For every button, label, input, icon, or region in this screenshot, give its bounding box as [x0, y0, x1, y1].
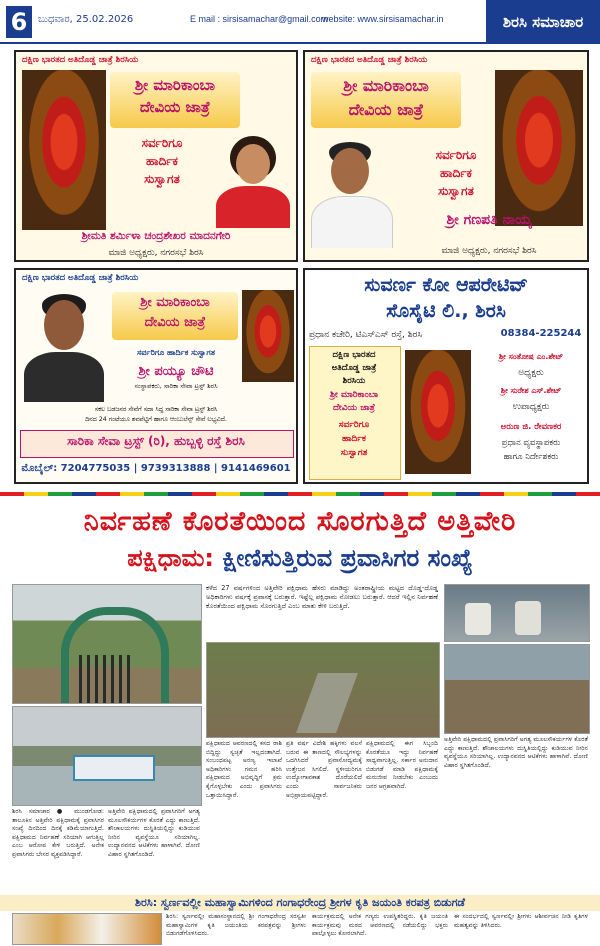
- ad4-title-1: ಸುವರ್ಣ ಕೋ ಆಪರೇಟಿವ್: [364, 274, 528, 296]
- ad-top-line: ದಕ್ಷಿಣ ಭಾರತದ ಅತಿದೊಡ್ಡ ಜಾತ್ರೆ ಶಿರಸಿಯ: [22, 273, 139, 283]
- fair-title-1: ಶ್ರೀ ಮಾರಿಕಾಂಬಾ: [343, 76, 429, 95]
- ad3-org: ಸಾರಿಕಾ ಸೇವಾ ಟ್ರಸ್ಟ್ (ರಿ), ಹುಬ್ಬಳ್ಳಿ ರಸ್ತೆ ಶಿರಸಿ: [67, 434, 245, 448]
- article-col-e: ಪಕ್ಷಿಧಾಮದಲ್ಲಿ ಈಗ ಸಿಬ್ಬಂದಿ ಕೊರತೆಯೂ ಇದ್ದು ನಿರ್ವಹಣೆ ಸಾಧ್ಯವಾಗುತ್ತಿಲ್ಲ. ಸರ್ಕಾರ ಅನುದಾನ ಬಿಡುಗಡೆ ಮಾಡಿ ಪಕ್ಷಿಧಾಮಕ್ಕೆ ಮರುಜೀವ ನೀಡಬೇಕು ಎಂಬುದು ಜನರ ಆಗ್ರಹವಾಗಿದೆ.: [366, 740, 438, 790]
- page-header: [0, 0, 600, 44]
- person-photo: [212, 130, 294, 228]
- bottom-headline: ಶಿರಸಿ: ಸ್ವರ್ಣವಲ್ಲೀ ಮಹಾಸ್ವಾಮಿಗಳಿಂದ ಗಂಗಾಧರೇಂದ್ರ ಶ್ರೀಗಳ ಕೃತಿ ಜಯಂತಿ ಕರಪತ್ರ ಬಿಡುಗಡೆ: [0, 895, 600, 911]
- ad4-left-2: ಅತಿದೊಡ್ಡ ಜಾತ್ರೆ: [331, 363, 377, 373]
- fair-title-2: ದೇವಿಯ ಜಾತ್ರೆ: [144, 315, 206, 330]
- article-col-a: ಶಿರಸಿ ಸಮಾಚಾರ ● ಮುಂಡಗೋಡ: ತಾಲೂಕಿನ ಅತ್ತಿವೇರಿ ಪಕ್ಷಿಧಾಮಕ್ಕೆ ಪ್ರವಾಸಿಗರ ಸಂಖ್ಯೆ ದಿನದಿಂದ ದಿನಕ್ಕೆ ಕಡಿಮೆಯಾಗುತ್ತಿದೆ. ಪಕ್ಷಿಧಾಮದ ನಿರ್ವಹಣೆ ಸರಿಯಾಗಿ ಆಗುತ್ತಿಲ್ಲ ಎಂಬ ಆರೋಪ ಕೇಳಿ ಬರುತ್ತಿದೆ. ಅನೇಕ ಪ್ರವಾಸಿಗರು ಬೇಸರ ವ್ಯಕ್ತಪಡಿಸಿದ್ದಾರೆ.: [12, 808, 104, 858]
- ad3-greet: ಸರ್ವರಿಗೂ ಹಾರ್ದಿಕ ಸುಸ್ವಾಗತ: [137, 348, 215, 357]
- ad2-designation: ಮಾಜಿ ಅಧ್ಯಕ್ಷರು, ನಗರಸಭೆ ಶಿರಸಿ: [441, 246, 537, 256]
- broken-toilet-photo: [444, 584, 590, 642]
- greet-2: ಹಾರ್ದಿಕ: [440, 166, 472, 180]
- fair-title-1: ಶ್ರೀ ಮಾರಿಕಾಂಬಾ: [329, 390, 379, 400]
- ad4-p2-name: ಶ್ರೀ ಸುರೇಶ ಎಸ್.ಶೇಟ್: [500, 386, 562, 395]
- ad3-role: ಸಂಸ್ಥಾಪಕರು, ಸಾರಿಕಾ ಸೇವಾ ಟ್ರಸ್ಟ್ ಶಿರಸಿ: [134, 382, 218, 390]
- ad4-left-3: ಶಿರಸಿಯ: [342, 376, 366, 386]
- fair-title-1: ಶ್ರೀ ಮಾರಿಕಾಂಬಾ: [134, 76, 216, 94]
- article-headline-1: ನಿರ್ವಹಣೆ ಕೊರತೆಯಿಂದ ಸೊರಗುತ್ತಿದೆ ಅತ್ತಿವೇರಿ: [83, 506, 517, 537]
- ad4-title-2: ಸೊಸೈಟಿ ಲಿ., ಶಿರಸಿ: [386, 300, 506, 322]
- garbage-path-photo: [206, 642, 440, 738]
- page-number: 6: [6, 6, 32, 38]
- headline-2-part-a: ಪಕ್ಷಿಧಾಮ:: [127, 544, 215, 572]
- issue-date: ಬುಧವಾರ, 25.02.2026: [38, 14, 134, 25]
- goddess-idol-image: [242, 290, 294, 382]
- broken-structures-photo: [444, 644, 590, 734]
- ad4-p3-name: ಅರುಣ ಜಿ. ರೇವಣಕರ: [500, 422, 562, 432]
- ad2-name: ಶ್ರೀ ಗಣಪತಿ ನಾಯ್ಕ: [446, 212, 532, 228]
- boat-lake-photo: [12, 706, 202, 806]
- ad4-p1-role: ಅಧ್ಯಕ್ಷರು: [518, 368, 544, 378]
- greet-3: ಸುಸ್ವಾಗತ: [144, 172, 180, 186]
- ad4-left-1: ದಕ್ಷಿಣ ಭಾರತದ: [332, 350, 376, 360]
- ad1-designation: ಮಾಜಿ ಅಧ್ಯಕ್ಷರು, ನಗರಸಭೆ ಶಿರಸಿ: [108, 248, 204, 258]
- ad-suvarna-society: [303, 268, 589, 484]
- greet-1: ಸರ್ವರಿಗೂ: [141, 136, 183, 150]
- fair-title-2: ದೇವಿಯ ಜಾತ್ರೆ: [139, 98, 211, 116]
- ad3-phones[interactable]: ಮೊಬೈಲ್: 7204775035 | 9739313888 | 9141469601: [21, 463, 291, 474]
- greet-3: ಸುಸ್ವಾಗತ: [340, 448, 368, 458]
- greet-1: ಸರ್ವರಿಗೂ: [338, 420, 370, 430]
- masthead: ಶಿರಸಿ ಸಮಾಚಾರ: [486, 0, 600, 44]
- ad-sarika-trust: [14, 268, 298, 484]
- bottom-text-2: ಕಾರ್ಯಕ್ರಮದಲ್ಲಿ ಅನೇಕ ಗಣ್ಯರು ಉಪಸ್ಥಿತರಿದ್ದರು. ಕೃತಿ ಜಯಂತಿ ಕಾರ್ಯಕ್ರಮವು ಮಠದ ಆವರಣದಲ್ಲಿ ನಡೆಯಲಿದ್ದು ಭಕ್ತರು ಪಾಲ್ಗೊಳ್ಳಲು ಕೋರಲಾಗಿದೆ.: [312, 913, 448, 938]
- website-text[interactable]: website: www.sirsisamachar.in: [322, 14, 444, 24]
- ad1-name: ಶ್ರೀಮತಿ ಶರ್ಮಿಳಾ ಚಂದ್ರಶೇಖರ ಮಾದನಗೇರಿ: [81, 230, 231, 242]
- person-photo: [309, 138, 393, 248]
- ad3-note-1: ಸಕಲ ಬಡಜನರ ಸೇವೆಗೆ ಸದಾ ಸಿದ್ಧ ಸಾರಿಕಾ ಸೇವಾ ಟ್ರಸ್ಟ್ ಶಿರಸಿ: [94, 406, 218, 413]
- article-col-f: ಅತ್ತಿವೇರಿ ಪಕ್ಷಿಧಾಮದಲ್ಲಿ ಪ್ರವಾಸಿಗರಿಗೆ ಅಗತ್ಯ ಮೂಲಸೌಕರ್ಯಗಳ ಕೊರತೆ ಎದ್ದು ಕಾಣುತ್ತಿದೆ. ಶೌಚಾಲಯಗಳು ದುಸ್ಥಿತಿಯಲ್ಲಿದ್ದು ಕುಡಿಯುವ ನೀರಿನ ವ್ಯವಸ್ಥೆಯೂ ಸರಿಯಾಗಿಲ್ಲ. ಉದ್ಯಾನವನದ ಆಟಿಕೆಗಳು ಹಾಳಾಗಿವೆ. ದೋಣಿ ವಿಹಾರ ಸ್ಥಗಿತಗೊಂಡಿದೆ.: [444, 736, 588, 769]
- fair-title-2: ದೇವಿಯ ಜಾತ್ರೆ: [348, 100, 424, 119]
- greet-3: ಸುಸ್ವಾಗತ: [438, 184, 474, 198]
- ad3-name: ಶ್ರೀ ಪಯ್ಯೂ ಚೌಟಿ: [138, 364, 214, 379]
- park-gate-photo: [12, 584, 202, 704]
- article-col-c: ಪಕ್ಷಿಧಾಮದ ಆವರಣದಲ್ಲಿ ಕಸದ ರಾಶಿ ಬಿದ್ದಿದ್ದು ಸ್ವಚ್ಛತೆ ಇಲ್ಲದಂತಾಗಿದೆ. ಸಂಬಂಧಪಟ್ಟ ಅರಣ್ಯ ಇಲಾಖೆ ಅಧಿಕಾರಿಗಳು ಗಮನ ಹರಿಸಿ ಪಕ್ಷಿಧಾಮದ ಅಭಿವೃದ್ಧಿಗೆ ಕ್ರಮ ಕೈಗೊಳ್ಳಬೇಕು ಎಂದು ಪ್ರವಾಸಿಗರು ಒತ್ತಾಯಿಸಿದ್ದಾರೆ.: [206, 740, 282, 799]
- ad4-p1-name: ಶ್ರೀ ಸಂತೋಷ ಎಂ.ಶೇಟ್: [498, 352, 564, 361]
- article-col-d: ಪ್ರತಿ ವರ್ಷ ವಿದೇಶಿ ಹಕ್ಕಿಗಳು ವಲಸೆ ಬರುವ ಈ ತಾಣದಲ್ಲಿ ಸೌಲಭ್ಯಗಳನ್ನು ಒದಗಿಸಿದರೆ ಪ್ರವಾಸೋದ್ಯಮಕ್ಕೆ ಉತ್ತೇಜನ ಸಿಗಲಿದೆ. ಸ್ಥಳೀಯರಿಗೂ ಉದ್ಯೋಗಾವಕಾಶ ದೊರೆಯಲಿದೆ ಎಂದು ಸಾರ್ವಜನಿಕರು ಅಭಿಪ್ರಾಯಪಟ್ಟಿದ್ದಾರೆ.: [286, 740, 362, 799]
- ad-ganapati: [303, 50, 589, 262]
- ad4-p2-role: ಉಪಾಧ್ಯಕ್ಷರು: [512, 402, 550, 412]
- person-photo: [22, 290, 106, 402]
- headline-2-part-b: ಕ್ಷೀಣಿಸುತ್ತಿರುವ ಪ್ರವಾಸಿಗರ ಸಂಖ್ಯೆ: [222, 544, 473, 572]
- ad4-p3-role-2: ಹಾಗೂ ನಿರ್ದೇಶಕರು: [503, 452, 559, 462]
- bottom-text-1: ಶಿರಸಿ: ಸ್ವರ್ಣವಲ್ಲೀ ಮಹಾಸಂಸ್ಥಾನದಲ್ಲಿ ಶ್ರೀ ಗಂಗಾಧರೇಂದ್ರ ಸರಸ್ವತೀ ಮಹಾಸ್ವಾಮಿಗಳ ಕೃತಿ ಜಯಂತಿಯ ಕರಪತ್ರವನ್ನು ಶ್ರೀಗಳು ಬಿಡುಗಡೆಗೊಳಿಸಿದರು.: [166, 913, 306, 938]
- release-event-photo: [12, 913, 162, 945]
- goddess-idol-image: [22, 70, 106, 230]
- fair-title-1: ಶ್ರೀ ಮಾರಿಕಾಂಬಾ: [140, 295, 210, 310]
- greet-1: ಸರ್ವರಿಗೂ: [435, 148, 477, 162]
- ad4-p3-role-1: ಪ್ರಧಾನ ವ್ಯವಸ್ಥಾಪಕರು: [501, 438, 561, 448]
- fair-title-2: ದೇವಿಯ ಜಾತ್ರೆ: [332, 403, 376, 413]
- ad-top-line: ದಕ್ಷಿಣ ಭಾರತದ ಅತಿದೊಡ್ಡ ಜಾತ್ರೆ ಶಿರಸಿಯ: [22, 55, 139, 65]
- article-headline-2: [0, 544, 600, 572]
- bottom-text-3: ಈ ಸಂದರ್ಭದಲ್ಲಿ ಸ್ವರ್ಣವಲ್ಲೀ ಶ್ರೀಗಳು ಆಶೀರ್ವಚನ ನೀಡಿ ಕೃತಿಗಳ ಮಹತ್ವವನ್ನು ತಿಳಿಸಿದರು.: [454, 913, 588, 929]
- goddess-idol-image: [405, 350, 471, 474]
- greet-2: ಹಾರ್ದಿಕ: [146, 154, 178, 168]
- article-intro: ಕಳೆದ 27 ವರ್ಷಗಳಿಂದ ಅತ್ತಿವೇರಿ ಪಕ್ಷಿಧಾಮ ಹೆಸರು ಮಾಡಿದ್ದು ಅಂತರಾಷ್ಟ್ರೀಯ ಮಟ್ಟದ ದೊಡ್ಡ-ದೊಡ್ಡ ಅಧಿಕಾರಿಗಳು ವರ್ಷಕ್ಕೆ ಪ್ರವಾಸಕ್ಕೆ ಬರುತ್ತಾರೆ. ಇಷ್ಟೆಲ್ಲ ಪಕ್ಷಿಧಾಮ ನೋಡಲು ಬರುತ್ತಾರೆ. ಆದರೆ ಇಲ್ಲಿನ ನಿರ್ವಹಣೆ ಕೊರತೆಯಿಂದ ಪಕ್ಷಿಧಾಮ ಸೊರಗುತ್ತಿದೆ ಎಂಬ ಮಾತು ಕೇಳಿ ಬರುತ್ತಿದೆ.: [206, 584, 438, 610]
- color-rule: [0, 492, 600, 496]
- ad3-note-2: ದಿನದ 24 ಗಂಟೆಯೂ ಶವಪೆಟ್ಟಿಗೆ ಹಾಗೂ ಆಂಬುಲೆನ್ಸ್ ಸೇವೆ ಲಭ್ಯವಿದೆ.: [85, 416, 227, 423]
- email-text[interactable]: E mail : sirsisamachar@gmail.com: [190, 14, 329, 24]
- ad-sharmila: [14, 50, 298, 262]
- ad4-office: ಪ್ರಧಾನ ಕಚೇರಿ, ಟಿಎಸ್‌ಎಸ್ ರಸ್ತೆ, ಶಿರಸಿ: [309, 330, 423, 340]
- article-col-b: ಅತ್ತಿವೇರಿ ಪಕ್ಷಿಧಾಮದಲ್ಲಿ ಪ್ರವಾಸಿಗರಿಗೆ ಅಗತ್ಯ ಮೂಲಸೌಕರ್ಯಗಳ ಕೊರತೆ ಎದ್ದು ಕಾಣುತ್ತಿದೆ. ಶೌಚಾಲಯಗಳು ದುಸ್ಥಿತಿಯಲ್ಲಿದ್ದು ಕುಡಿಯುವ ನೀರಿನ ವ್ಯವಸ್ಥೆಯೂ ಸರಿಯಾಗಿಲ್ಲ. ಉದ್ಯಾನವನದ ಆಟಿಕೆಗಳು ಹಾಳಾಗಿವೆ. ದೋಣಿ ವಿಹಾರ ಸ್ಥಗಿತಗೊಂಡಿದೆ.: [108, 808, 200, 858]
- greet-2: ಹಾರ್ದಿಕ: [342, 434, 366, 444]
- ad4-phone[interactable]: 08384-225244: [500, 328, 582, 339]
- ad-top-line: ದಕ್ಷಿಣ ಭಾರತದ ಅತಿದೊಡ್ಡ ಜಾತ್ರೆ ಶಿರಸಿಯ: [311, 55, 428, 65]
